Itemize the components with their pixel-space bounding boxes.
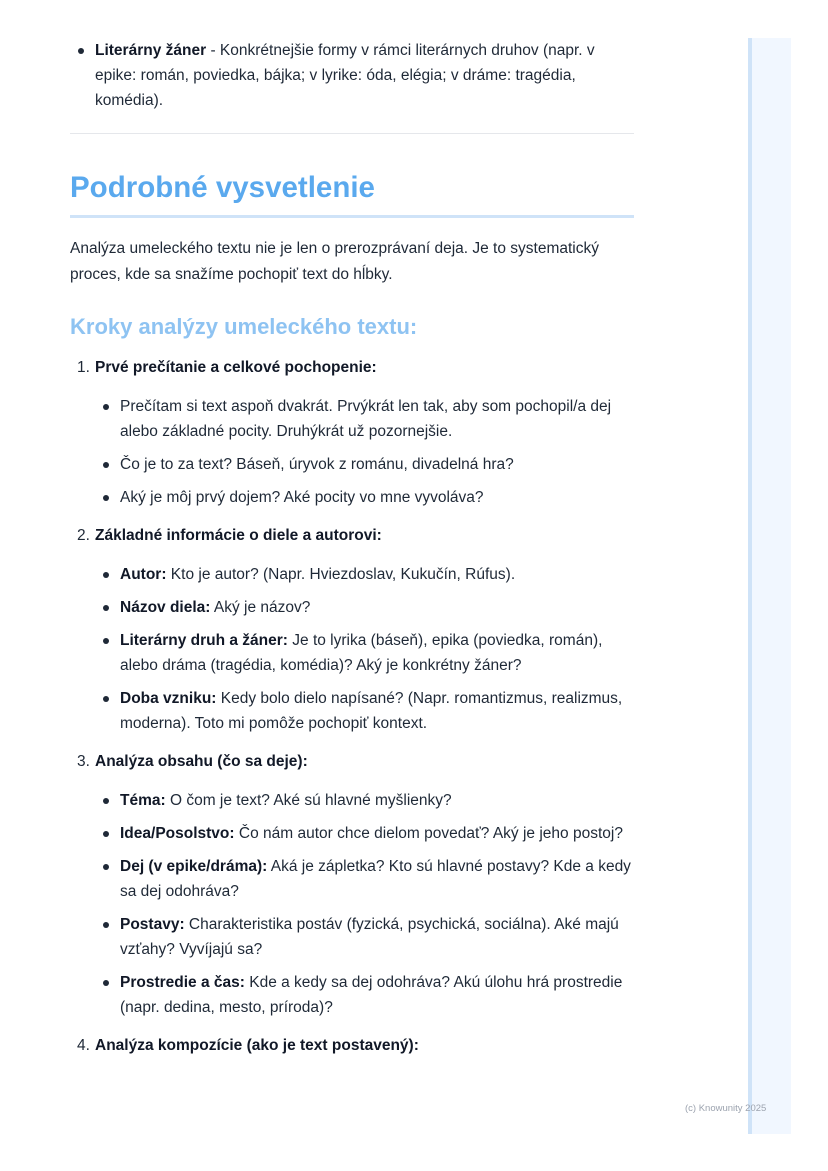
step-3 — [70, 750, 634, 1020]
item-term: Dej (v epike/dráma): — [120, 858, 268, 875]
item-term: Idea/Posolstvo: — [120, 825, 235, 842]
item-term: Literárny druh a žáner: — [120, 632, 288, 649]
analysis-steps — [70, 356, 634, 1058]
item-text: Aká je zápletka? Kto sú hlavné postavy? Kde a kedy sa dej odohráva? — [120, 858, 631, 900]
item-term: Postavy: — [120, 916, 185, 933]
step-heading — [70, 356, 634, 380]
genre-list — [70, 38, 634, 113]
item-term: Doba vzniku: — [120, 690, 217, 707]
list-item — [95, 394, 634, 444]
document-content — [70, 38, 634, 1058]
item-text: Čo je to za text? Báseň, úryvok z románu, divadelná hra? — [120, 456, 514, 473]
step-title: Prvé prečítanie a celkové pochopenie: — [95, 359, 377, 376]
item-text: Aký je môj prvý dojem? Aké pocity vo mne vyvoláva? — [120, 489, 484, 506]
list-item — [95, 970, 634, 1020]
list-item — [95, 562, 634, 587]
step-number: 4. — [77, 1037, 90, 1054]
list-item — [95, 821, 634, 846]
item-term: Autor: — [120, 566, 167, 583]
step-2 — [70, 524, 634, 736]
list-item — [70, 38, 634, 113]
step-number: 2. — [77, 527, 90, 544]
list-item — [95, 595, 634, 620]
step-title: Analýza kompozície (ako je text postavený): — [95, 1037, 419, 1054]
term-description: - Konkrétnejšie formy v rámci literárnych druhov (napr. v epike: román, poviedka, bájka; v lyrike: óda, elégia; v dráme: tragédia, komédia). — [95, 42, 595, 109]
step-items — [95, 562, 634, 736]
item-text: Je to lyrika (báseň), epika (poviedka, román), alebo dráma (tragédia, komédia)? Aký je konkrétny žáner? — [120, 632, 603, 674]
copyright-watermark: (c) Knowunity 2025 — [685, 1103, 767, 1114]
list-item — [95, 628, 634, 678]
step-heading — [70, 750, 634, 774]
item-text: Prečítam si text aspoň dvakrát. Prvýkrát len tak, aby som pochopil/a dej alebo základné pocity. Druhýkrát už pozornejšie. — [120, 398, 612, 440]
step-number: 3. — [77, 753, 90, 770]
step-number: 1. — [77, 359, 90, 376]
divider — [70, 133, 634, 134]
list-item — [95, 912, 634, 962]
item-text: O čom je text? Aké sú hlavné myšlienky? — [165, 792, 452, 809]
list-item — [95, 854, 634, 904]
step-title: Základné informácie o diele a autorovi: — [95, 527, 382, 544]
list-item — [95, 686, 634, 736]
item-text: Čo nám autor chce dielom povedať? Aký je jeho postoj? — [234, 825, 623, 842]
list-item — [95, 788, 634, 813]
item-text: Kde a kedy sa dej odohráva? Akú úlohu hrá prostredie (napr. dedina, mesto, príroda)? — [120, 974, 623, 1016]
subsection-title: Kroky analýzy umeleckého textu: — [70, 314, 418, 339]
section-title: Podrobné vysvetlenie — [70, 170, 634, 218]
step-items — [95, 788, 634, 1020]
item-text: Kto je autor? (Napr. Hviezdoslav, Kukučín, Rúfus). — [166, 566, 516, 583]
item-text: Charakteristika postáv (fyzická, psychická, sociálna). Aké majú vzťahy? Vyvíjajú sa? — [120, 916, 619, 958]
list-item — [95, 452, 634, 477]
item-term: Prostredie a čas: — [120, 974, 245, 991]
side-panel — [748, 38, 791, 1134]
step-4 — [70, 1034, 634, 1058]
term-label: Literárny žáner — [95, 42, 207, 59]
intro-paragraph: Analýza umeleckého textu nie je len o prerozprávaní deja. Je to systematický proces, kde sa snažíme pochopiť text do hĺbky. — [70, 240, 599, 283]
step-1 — [70, 356, 634, 510]
item-term: Téma: — [120, 792, 166, 809]
item-term: Názov diela: — [120, 599, 211, 616]
item-text: Aký je názov? — [210, 599, 311, 616]
step-heading — [70, 524, 634, 548]
list-item — [95, 485, 634, 510]
step-heading — [70, 1034, 634, 1058]
step-items — [95, 394, 634, 510]
step-title: Analýza obsahu (čo sa deje): — [95, 753, 308, 770]
item-text: Kedy bolo dielo napísané? (Napr. romantizmus, realizmus, moderna). Toto mi pomôže pochopiť kontext. — [120, 690, 623, 732]
